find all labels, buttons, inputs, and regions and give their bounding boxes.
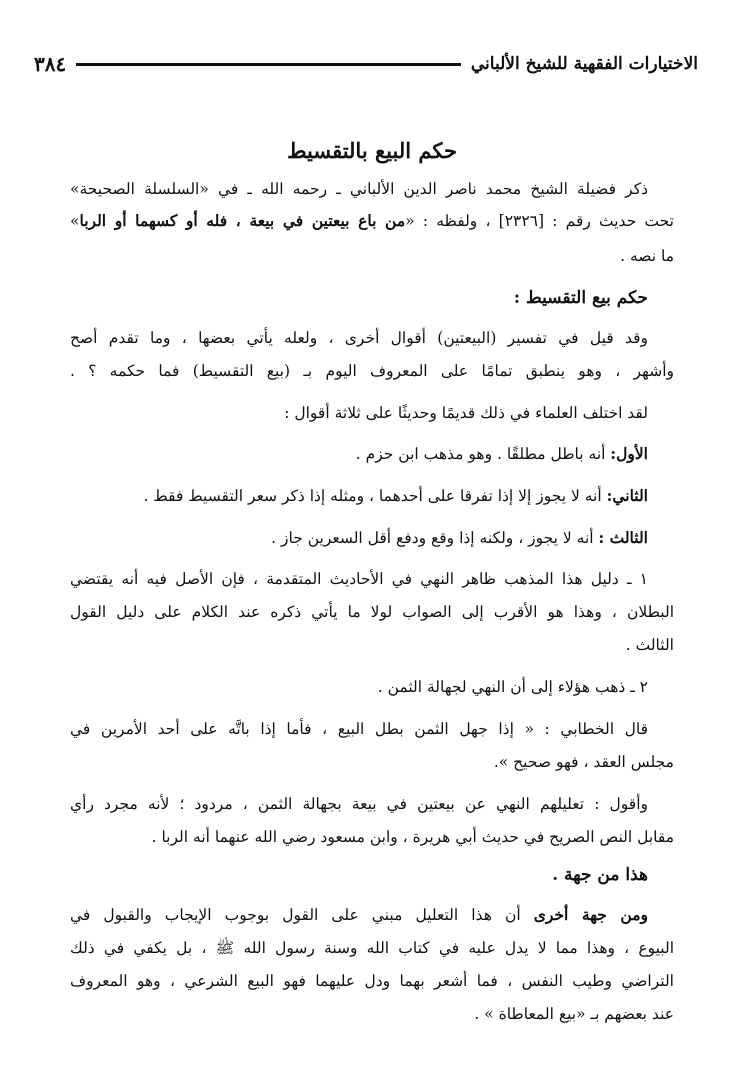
chapter-title: حكم البيع بالتقسيط [287,138,457,163]
khattabi-line-2: مجلس العقد ، فهو صحيح ». [493,753,674,771]
opinion-first [70,443,648,465]
point2: ٢ ـ ذهب هؤلاء إلى أن النهي لجهالة الثمن . [377,678,648,696]
para1-line-1: وقد قيل في تفسير (البيعتين) أقوال أخرى ، ولعله يأتي بعضها ، وما تقدم أصح [70,329,648,347]
opinion-second-text: أنه لا يجوز إلا إذا تفرقا على أحدهما ، ومثله إذا ذكر سعر التقسيط فقط . [143,487,607,505]
opinion-first-text: أنه باطل مطلقًا . وهو مذهب ابن حزم . [355,445,611,463]
other-side-text: أن هذا التعليل مبني على القول بوجوب الإيجاب والقبول في [70,906,534,924]
para1-line-2: وأشهر ، وهو ينطبق تمامًا على المعروف اليوم بـ (بيع التقسيط) فما حكمه ؟ . [70,362,674,380]
response-line-2: مقابل النص الصريح في حديث أبي هريرة ، وابن مسعود رضي الله عنهما أنه الربا . [151,828,674,846]
khattabi-line-1: قال الخطابي : « إذا جهل الثمن بطل البيع ، فأما إذا باتَّه على أحد الأمرين في [70,720,648,738]
opinion-third-label: الثالث : [598,528,648,547]
intro-line-3: ما نصه . [620,247,674,265]
other-side-line-2: البيوع ، وهذا مما لا يدل عليه في كتاب الله وسنة رسول الله ﷺ ، بل يكفي في ذلك [70,939,674,957]
page-number: ٣٨٤ [34,52,67,76]
running-header [34,48,698,80]
other-side-line-1 [70,904,648,926]
book-title: الاختيارات الفقهية للشيخ الألباني [470,54,698,74]
other-side-line-3: التراضي وطيب النفس ، فما أشعر بهما ودل عليهما فهو البيع الشرعي ، وهو المعروف [70,972,674,990]
section-heading: حكم بيع التقسيط : [513,288,648,308]
one-side: هذا من جهة . [552,865,648,885]
point1-line-2: البطلان ، وهذا هو الأقرب إلى الصواب لولا ما يأتي ذكره عند الكلام على دليل القول [70,603,674,621]
opinion-third-text: أنه لا يجوز ، ولكنه إذا وقع ودفع أقل السعرين جاز . [271,529,599,547]
opinion-first-label: الأول: [610,444,648,463]
opinion-second-label: الثاني: [606,486,648,505]
para2: لقد اختلف العلماء في ذلك قديمًا وحديثًا على ثلاثة أقوال : [284,404,648,422]
point1-line-3: الثالث . [625,636,674,654]
intro-line-2-c: » [70,212,80,230]
opinion-third [70,527,648,549]
intro-line-1: ذكر فضيلة الشيخ محمد ناصر الدين الألباني ـ رحمه الله ـ في «السلسلة الصحيحة» [70,180,648,198]
other-side-line-4: عند بعضهم بـ «بيع المعاطاة » . [474,1005,674,1023]
other-side-label: ومن جهة أخرى [533,905,649,924]
response-line-1: وأقول : تعليلهم النهي عن بيعتين في بيعة بجهالة الثمن ، مردود ؛ لأنه مجرد رأي [70,795,648,813]
opinion-second [70,485,648,507]
point1-line-1: ١ ـ دليل هذا المذهب ظاهر النهي في الأحاديث المتقدمة ، فإن الأصل فيه أنه يقتضي [70,570,648,588]
intro-line-2-a: تحت حديث رقم : [٢٣٢٦] ، ولفظه : « [405,212,674,230]
hadith-text: من باع بيعتين في بيعة ، فله أو كسهما أو الربا [79,211,406,230]
intro-line-2 [70,210,674,232]
header-rule [76,63,461,66]
